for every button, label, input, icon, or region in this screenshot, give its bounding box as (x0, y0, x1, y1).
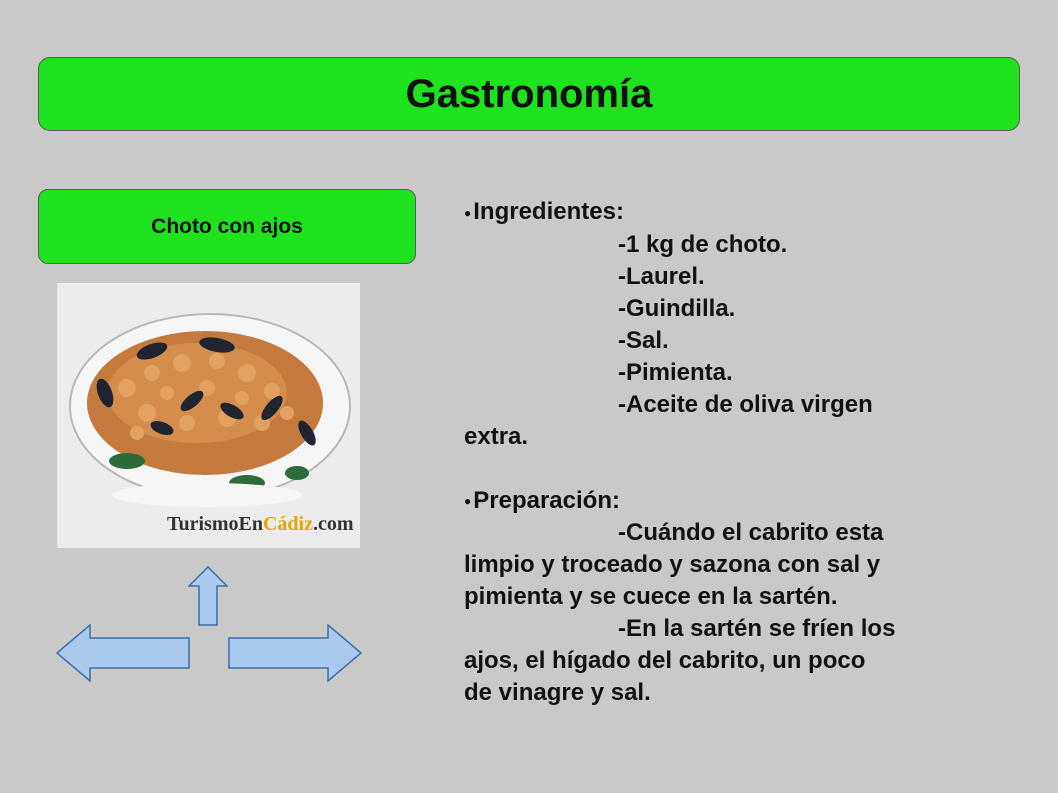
arrow-right-icon[interactable] (228, 624, 362, 682)
bullet-icon: ● (464, 494, 472, 509)
preparation-step-line: de vinagre y sal. (464, 679, 651, 707)
ingredient-item: -Sal. (618, 326, 669, 354)
dish-photo (57, 283, 360, 548)
recipe-text (464, 196, 1034, 709)
preparation-heading: ●Preparación: (464, 486, 620, 514)
dish-name: Choto con ajos (151, 214, 303, 238)
ingredient-item: -Laurel. (618, 262, 705, 290)
dish-name-box (38, 189, 416, 264)
preparation-step: -En la sartén se fríen los (618, 615, 896, 643)
preparation-step-line: ajos, el hígado del cabrito, un poco (464, 647, 866, 675)
ingredient-item: -1 kg de choto. (618, 230, 788, 258)
ingredient-item: -Guindilla. (618, 294, 736, 322)
ingredient-item: -Aceite de oliva virgen (618, 390, 873, 418)
title-banner (38, 57, 1020, 131)
dish-plate-image (57, 283, 360, 548)
preparation-step-line: pimienta y se cuece en la sartén. (464, 583, 838, 611)
bullet-icon: ● (464, 205, 472, 220)
ingredient-item: -Pimienta. (618, 358, 733, 386)
ingredients-heading: ●Ingredientes: (464, 198, 624, 225)
ingredient-continuation: extra. (464, 422, 529, 450)
preparation-step-line: limpio y troceado y sazona con sal y (464, 551, 881, 579)
page-title: Gastronomía (405, 71, 653, 116)
photo-watermark: TurismoEnCádiz.com (167, 513, 354, 535)
preparation-step: -Cuándo el cabrito esta (618, 519, 884, 547)
arrow-up-icon[interactable] (188, 566, 228, 626)
arrow-left-icon[interactable] (56, 624, 190, 682)
